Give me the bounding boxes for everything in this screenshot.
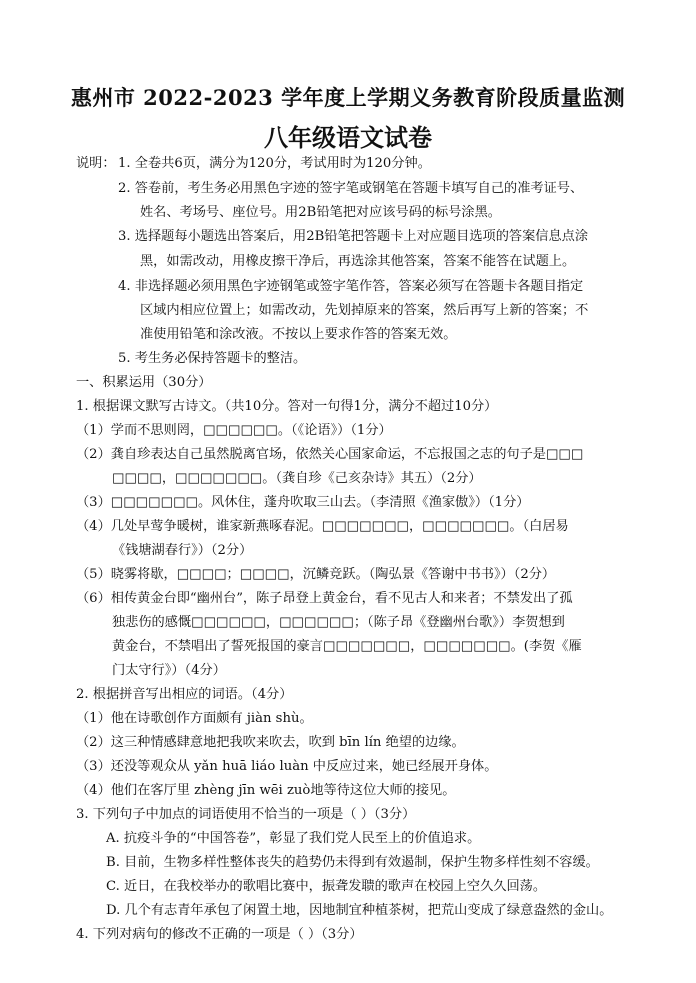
q3-option-a: A. 抗疫斗争的“中国答卷”，彰显了我们党人民至上的价值追求。 bbox=[106, 831, 481, 846]
q1-item-2b: □□□□，□□□□□□□。（龚自珍《己亥杂诗》其五）（2分） bbox=[112, 471, 482, 486]
q2-item-4: （4）他们在客厅里 zhèng jīn wēi zuò地等待这位大师的接见。 bbox=[76, 783, 456, 798]
q2-item-2: （2）这三种情感肆意地把我吹来吹去，吹到 bīn lín 绝望的边缘。 bbox=[76, 735, 465, 750]
q4-stem: 4. 下列对病句的修改不正确的一项是（ ）（3分） bbox=[76, 927, 363, 942]
q1-item-2a: （2）龚自珍表达自己虽然脱离官场，依然关心国家命运，不忘报国之志的句子是□□□ bbox=[76, 447, 584, 462]
note-1: 1. 全卷共6页，满分为120分，考试用时为120分钟。 bbox=[118, 156, 431, 171]
note-5: 5. 考生务必保持答题卡的整洁。 bbox=[118, 351, 307, 366]
q1-item-6b: 独悲伤的感慨□□□□□□，□□□□□□；（陈子昂《登幽州台歌》）李贺想到 bbox=[112, 615, 565, 630]
q1-stem: 1. 根据课文默写古诗文。（共10分。答对一句得1分，满分不超过10分） bbox=[76, 399, 498, 414]
q3-option-d: D. 几个有志青年承包了闲置土地，因地制宜种植茶树，把荒山变成了绿意盎然的金山。 bbox=[106, 903, 613, 918]
q1-item-5: （5）晓雾将歇，□□□□；□□□□，沉鳞竞跃。（陶弘景《答谢中书书》）（2分） bbox=[76, 567, 556, 582]
section-heading: 一、积累运用（30分） bbox=[76, 375, 212, 390]
q1-item-1: （1）学而不思则罔，□□□□□□。（《论语》）（1分） bbox=[76, 423, 392, 438]
note-4c: 准使用铅笔和涂改液。不按以上要求作答的答案无效。 bbox=[140, 327, 457, 342]
q1-item-4b: 《钱塘湖春行》）（2分） bbox=[112, 543, 253, 558]
q1-item-6a: （6）相传黄金台即“幽州台”，陈子昂登上黄金台，看不见古人和来者；不禁发出了孤 bbox=[76, 591, 573, 606]
q1-item-3: （3）□□□□□□□。风休住，蓬舟吹取三山去。（李清照《渔家傲》）（1分） bbox=[76, 495, 530, 510]
q1-item-6c: 黄金台，不禁唱出了誓死报国的豪言□□□□□□□，□□□□□□□。(李贺《雁 bbox=[112, 639, 582, 654]
q2-item-1: （1）他在诗歌创作方面颇有 jiàn shù。 bbox=[76, 711, 313, 726]
exam-subtitle: 八年级语文试卷 bbox=[264, 123, 432, 152]
q3-stem: 3. 下列句子中加点的词语使用不恰当的一项是（ ）（3分） bbox=[76, 807, 416, 822]
note-3b: 黑，如需改动，用橡皮擦干净后，再选涂其他答案，答案不能答在试题上。 bbox=[140, 254, 576, 269]
note-4a: 4. 非选择题必须用黑色字迹钢笔或签字笔作答，答案必须写在答题卡各题目指定 bbox=[118, 279, 584, 294]
q3-option-b: B. 目前，生物多样性整体丧失的趋势仍未得到有效遏制，保护生物多样性刻不容缓。 bbox=[106, 855, 599, 870]
note-2a: 2. 答卷前，考生务必用黑色字迹的签字笔或钢笔在答题卡填写自己的准考证号、 bbox=[118, 181, 584, 196]
q1-item-4a: （4）几处早莺争暖树，谁家新燕啄春泥。□□□□□□□，□□□□□□□。（白居易 bbox=[76, 519, 569, 534]
note-2b: 姓名、考场号、座位号。用2B铅笔把对应该号码的标号涂黑。 bbox=[140, 205, 501, 220]
q2-stem: 2. 根据拼音写出相应的词语。（4分） bbox=[76, 687, 293, 702]
q2-item-3: （3）还没等观众从 yǎn huā liáo luàn 中反应过来，她已经展开身体。 bbox=[76, 759, 498, 774]
note-3a: 3. 选择题每小题选出答案后，用2B铅笔把答题卡上对应题目选项的答案信息点涂 bbox=[118, 229, 589, 244]
q3-option-c: C. 近日，在我校举办的歌唱比赛中，振聋发聩的歌声在校园上空久久回荡。 bbox=[106, 879, 547, 894]
note-4b: 区域内相应位置上；如需改动，先划掉原来的答案，然后再写上新的答案；不 bbox=[140, 303, 589, 318]
exam-title: 惠州市 2022-2023 学年度上学期义务教育阶段质量监测 bbox=[70, 85, 626, 110]
q1-item-6d: 门太守行》）（4分） bbox=[112, 663, 226, 678]
notes-label: 说明： bbox=[76, 156, 116, 171]
